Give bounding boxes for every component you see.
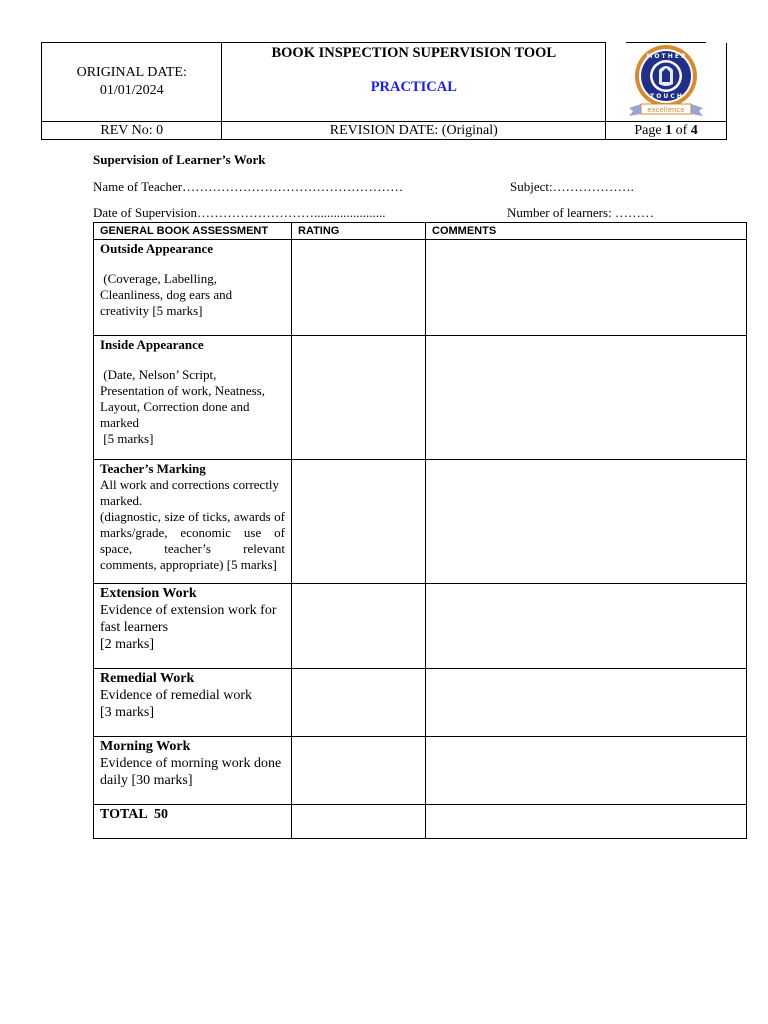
comments-cell[interactable] <box>426 737 747 805</box>
total-rating-cell[interactable] <box>292 805 426 839</box>
col-header-assessment: GENERAL BOOK ASSESSMENT <box>94 223 292 240</box>
document-subtitle: PRACTICAL <box>370 79 457 95</box>
rev-no: REV No: 0 <box>100 122 164 138</box>
col-header-comments: COMMENTS <box>426 223 747 240</box>
teacher-name-field[interactable]: Name of Teacher…………………………………………… <box>93 179 404 194</box>
criterion-desc-line: [3 marks] <box>100 705 155 720</box>
original-date-value: 01/01/2024 <box>99 83 164 98</box>
svg-text:T O U C H: T O U C H <box>650 92 682 100</box>
criterion-desc-line: marked <box>100 415 139 430</box>
page-number-cell <box>606 122 727 140</box>
subject-field[interactable]: Subject:………………. <box>510 179 634 194</box>
rev-no-cell <box>42 122 222 140</box>
title-cell <box>222 43 606 122</box>
page-total: 4 <box>690 122 698 138</box>
original-date-cell <box>42 43 222 122</box>
criterion-desc-line: Layout, Correction done and <box>100 399 250 414</box>
table-row <box>94 737 747 805</box>
comments-cell[interactable] <box>426 584 747 669</box>
table-row <box>94 240 747 336</box>
comments-cell[interactable] <box>426 336 747 460</box>
criterion-name: Outside Appearance <box>100 241 214 256</box>
page-of: of <box>675 122 688 138</box>
comments-cell[interactable] <box>426 669 747 737</box>
school-logo <box>621 44 711 120</box>
table-row <box>94 584 747 669</box>
comments-cell[interactable] <box>426 240 747 336</box>
criterion-desc-line: [5 marks] <box>100 431 154 446</box>
rating-cell[interactable] <box>292 669 426 737</box>
criterion-cell <box>94 737 292 805</box>
rating-cell[interactable] <box>292 737 426 805</box>
total-label: TOTAL 50 <box>100 807 168 822</box>
comments-cell[interactable] <box>426 460 747 584</box>
criterion-desc-line: All work and corrections correctly marked. <box>100 477 280 508</box>
total-comments-cell[interactable] <box>426 805 747 839</box>
table-row <box>94 336 747 460</box>
criterion-name: Extension Work <box>100 586 197 601</box>
supervision-date-field[interactable]: Date of Supervision………………………...................... <box>93 205 386 220</box>
criterion-desc-line: (diagnostic, size of ticks, awards of marks/grade, economic use of space, teacher’s relevant comments, appropriate) [5 marks] <box>100 509 285 572</box>
criterion-desc-line: Cleanliness, dog ears and <box>100 287 233 302</box>
table-row-total <box>94 805 747 839</box>
rating-cell[interactable] <box>292 460 426 584</box>
page-current: 1 <box>665 122 673 138</box>
criterion-desc-line: Presentation of work, Neatness, <box>100 383 265 398</box>
criterion-name: Morning Work <box>100 739 191 754</box>
revision-date: REVISION DATE: (Original) <box>329 122 498 138</box>
rating-cell[interactable] <box>292 584 426 669</box>
criterion-desc-line: (Coverage, Labelling, <box>100 271 217 286</box>
criterion-name: Inside Appearance <box>100 337 204 352</box>
document-title: BOOK INSPECTION SUPERVISION TOOL <box>271 45 557 61</box>
criterion-cell <box>94 240 292 336</box>
criterion-desc-line: Evidence of morning work done daily [30 marks] <box>100 756 282 788</box>
criterion-desc-line: Evidence of extension work for fast learners <box>100 603 277 635</box>
assessment-table <box>93 222 747 839</box>
logo-cell <box>606 43 727 122</box>
criterion-cell <box>94 460 292 584</box>
criterion-cell <box>94 669 292 737</box>
criterion-desc-line: (Date, Nelson’ Script, <box>100 367 217 382</box>
school-logo-emblem <box>621 44 711 120</box>
table-row <box>94 460 747 584</box>
table-header-row <box>94 223 747 240</box>
rating-cell[interactable] <box>292 336 426 460</box>
page-prefix: Page <box>634 122 662 138</box>
criterion-cell <box>94 336 292 460</box>
criterion-desc-line: creativity [5 marks] <box>100 303 203 318</box>
document-header <box>41 42 727 140</box>
criterion-desc-line: [2 marks] <box>100 637 155 652</box>
criterion-name: Teacher’s Marking <box>100 461 206 476</box>
criterion-name: Remedial Work <box>100 671 195 686</box>
table-row <box>94 669 747 737</box>
original-date-label: ORIGINAL DATE: <box>76 65 187 80</box>
section-title: Supervision of Learner’s Work <box>93 152 266 167</box>
revision-date-cell <box>222 122 606 140</box>
criterion-desc-line: Evidence of remedial work <box>100 688 252 703</box>
total-cell <box>94 805 292 839</box>
criterion-cell <box>94 584 292 669</box>
svg-text:excellence: excellence <box>647 105 685 114</box>
learners-count-field[interactable]: Number of learners: ……… <box>507 205 654 220</box>
rating-cell[interactable] <box>292 240 426 336</box>
svg-text:M O T H E R: M O T H E R <box>646 52 686 60</box>
col-header-rating: RATING <box>292 223 426 240</box>
